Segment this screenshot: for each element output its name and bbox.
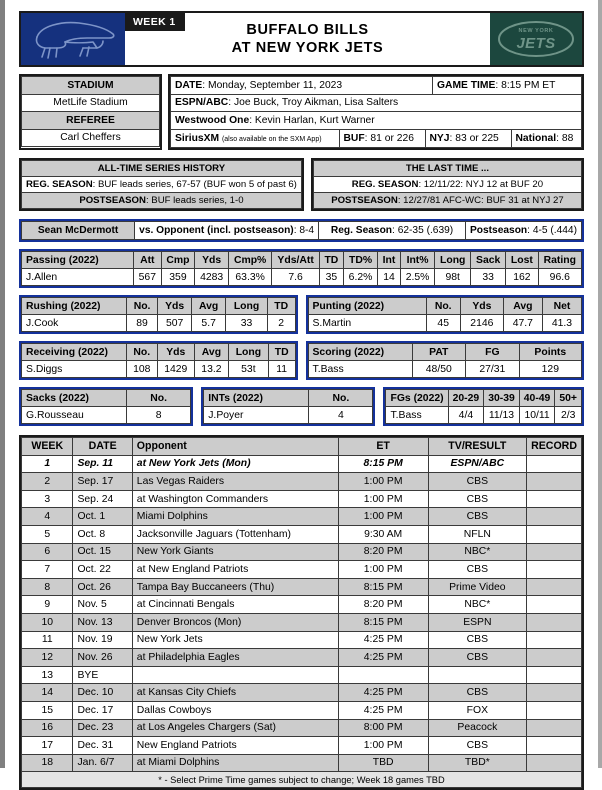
schedule-et: 1:00 PM <box>338 737 428 755</box>
passing-col-att: Att <box>134 252 162 269</box>
punting-col-net: Net <box>542 298 581 315</box>
sacks-player: G.Rousseau <box>22 407 127 424</box>
passing-val-yds: 4283 <box>195 269 229 286</box>
svg-text:JETS: JETS <box>516 35 556 52</box>
passing-col-ydsatt: Yds/Att <box>272 252 320 269</box>
fgs-col-20-29: 20-29 <box>448 390 484 407</box>
passing-col-long: Long <box>435 252 471 269</box>
scoring-val-points: 129 <box>519 361 581 378</box>
schedule-date: Oct. 1 <box>73 508 132 526</box>
schedule-et: 9:30 AM <box>338 525 428 543</box>
schedule-tv: CBS <box>428 684 526 702</box>
passing-val-tdpct: 6.2% <box>343 269 377 286</box>
passing-header-row <box>22 252 582 269</box>
series-history-title: ALL-TIME SERIES HISTORY <box>22 161 302 177</box>
schedule-date: Oct. 26 <box>73 578 132 596</box>
schedule-opponent: Jacksonville Jaguars (Tottenham) <box>132 525 338 543</box>
fgs-val-40-49: 10/11 <box>519 407 555 424</box>
schedule-week: 2 <box>22 473 73 491</box>
rushing-col-avg: Avg <box>192 298 226 315</box>
schedule-week: 17 <box>22 737 73 755</box>
rushing-col-no: No. <box>127 298 158 315</box>
schedule-tv: CBS <box>428 490 526 508</box>
schedule-et: 4:25 PM <box>338 701 428 719</box>
passing-val-long: 98t <box>435 269 471 286</box>
passing-col-sack: Sack <box>471 252 506 269</box>
game-date: DATE: Monday, September 11, 2023 <box>171 77 433 95</box>
rushing-punting-row <box>19 295 584 334</box>
receiving-col-long: Long <box>228 344 268 361</box>
receiving-val-yds: 1429 <box>157 361 194 378</box>
passing-val-rating: 96.6 <box>538 269 581 286</box>
referee-value: Carl Cheffers <box>22 129 160 147</box>
fgs-val-20-29: 4/4 <box>448 407 484 424</box>
schedule-row-week-7[interactable] <box>22 561 582 579</box>
schedule-row-week-18[interactable] <box>22 754 582 772</box>
all-time-series-block <box>19 158 304 211</box>
schedule-et: 8:00 PM <box>338 719 428 737</box>
last-time-postseason: POSTSEASON: 12/27/81 AFC-WC: BUF 31 at NYJ 27 <box>313 193 581 209</box>
schedule-tv: CBS <box>428 473 526 491</box>
schedule-week: 11 <box>22 631 73 649</box>
schedule-opponent: at New England Patriots <box>132 561 338 579</box>
rushing-col-td: TD <box>267 298 295 315</box>
schedule-record <box>527 649 582 667</box>
schedule-et: 1:00 PM <box>338 508 428 526</box>
schedule-footnote-row <box>22 772 582 788</box>
schedule-date: Dec. 23 <box>73 719 132 737</box>
schedule-col-date: DATE <box>73 438 132 456</box>
ints-stats-block <box>201 387 375 426</box>
schedule-week: 7 <box>22 561 73 579</box>
fgs-col-40-49: 40-49 <box>519 390 555 407</box>
schedule-tv: ESPN <box>428 613 526 631</box>
schedule-record <box>527 719 582 737</box>
ints-col-no: No. <box>309 390 373 407</box>
fgs-val-30-39: 11/13 <box>484 407 520 424</box>
schedule-record <box>527 490 582 508</box>
schedule-tv: ESPN/ABC <box>428 455 526 473</box>
scoring-val-pat: 48/50 <box>412 361 466 378</box>
matchup-title-panel <box>125 13 490 65</box>
schedule-et: 8:15 PM <box>338 455 428 473</box>
season-schedule-block <box>19 435 584 790</box>
schedule-week: 9 <box>22 596 73 614</box>
passing-val-sack: 33 <box>471 269 506 286</box>
schedule-week: 1 <box>22 455 73 473</box>
schedule-et: 4:25 PM <box>338 631 428 649</box>
series-history-regular: REG. SEASON: BUF leads series, 67-57 (BUF won 5 of past 6) <box>22 177 302 193</box>
schedule-tv: CBS <box>428 737 526 755</box>
header-banner <box>19 11 584 67</box>
schedule-col-opponent: Opponent <box>132 438 338 456</box>
receiving-col-no: No. <box>127 344 158 361</box>
stadium-referee-block <box>19 74 162 150</box>
punting-player: S.Martin <box>308 315 426 332</box>
schedule-tv: TBD* <box>428 754 526 772</box>
scoring-val-fg: 27/31 <box>466 361 520 378</box>
punting-col-avg: Avg <box>503 298 542 315</box>
schedule-record <box>527 684 582 702</box>
siriusxm-label: SiriusXM (also available on the SXM App) <box>171 130 339 148</box>
punting-val-yds: 2146 <box>460 315 503 332</box>
schedule-row-week-13[interactable] <box>22 666 582 684</box>
schedule-record <box>527 473 582 491</box>
schedule-row-week-4[interactable] <box>22 508 582 526</box>
schedule-week: 18 <box>22 754 73 772</box>
sacks-table <box>21 389 191 424</box>
fgs-table <box>385 389 582 424</box>
schedule-et: 8:20 PM <box>338 596 428 614</box>
game-preview-page <box>5 0 598 785</box>
home-team-logo-panel <box>490 13 582 65</box>
rushing-val-long: 33 <box>226 315 268 332</box>
schedule-record <box>527 666 582 684</box>
scoring-title: Scoring (2022) <box>308 344 412 361</box>
receiving-val-no: 108 <box>127 361 158 378</box>
receiving-scoring-row <box>19 341 584 380</box>
tv-broadcast: ESPN/ABC: Joe Buck, Troy Aikman, Lisa Salters <box>171 94 582 112</box>
punting-title: Punting (2022) <box>308 298 426 315</box>
schedule-opponent: Denver Broncos (Mon) <box>132 613 338 631</box>
schedule-week: 15 <box>22 701 73 719</box>
punting-val-net: 41.3 <box>542 315 581 332</box>
schedule-tv: CBS <box>428 631 526 649</box>
broadcast-block <box>168 74 584 150</box>
schedule-tv: CBS <box>428 649 526 667</box>
passing-col-tdpct: TD% <box>343 252 377 269</box>
schedule-row-week-2[interactable] <box>22 473 582 491</box>
receiving-val-avg: 13.2 <box>194 361 228 378</box>
passing-col-cmp: Cmp <box>161 252 195 269</box>
stadium-value: MetLife Stadium <box>22 94 160 112</box>
passing-val-cmppct: 63.3% <box>228 269 271 286</box>
schedule-record <box>527 561 582 579</box>
scoring-stats-block <box>306 341 585 380</box>
schedule-row-week-9[interactable] <box>22 596 582 614</box>
sacks-title: Sacks (2022) <box>22 390 127 407</box>
receiving-title: Receiving (2022) <box>22 344 127 361</box>
schedule-record <box>527 737 582 755</box>
schedule-table <box>21 437 582 788</box>
punting-stats-block <box>306 295 585 334</box>
rushing-stats-block <box>19 295 298 334</box>
head-coach-row <box>19 219 584 242</box>
page-edge-right <box>598 0 602 768</box>
fgs-col-30-39: 30-39 <box>484 390 520 407</box>
rushing-title: Rushing (2022) <box>22 298 127 315</box>
jets-oval-logo <box>495 18 577 60</box>
rushing-table <box>21 297 296 332</box>
passing-val-att: 567 <box>134 269 162 286</box>
schedule-opponent: Dallas Cowboys <box>132 701 338 719</box>
receiving-player: S.Diggs <box>22 361 127 378</box>
schedule-opponent: at Kansas City Chiefs <box>132 684 338 702</box>
punting-col-no: No. <box>426 298 460 315</box>
schedule-record <box>527 508 582 526</box>
schedule-opponent: at Philadelphia Eagles <box>132 649 338 667</box>
schedule-opponent: at Los Angeles Chargers (Sat) <box>132 719 338 737</box>
schedule-tv <box>428 666 526 684</box>
schedule-opponent: New England Patriots <box>132 737 338 755</box>
schedule-date: Dec. 17 <box>73 701 132 719</box>
punting-val-no: 45 <box>426 315 460 332</box>
sacks-val-no: 8 <box>127 407 191 424</box>
scoring-player: T.Bass <box>308 361 412 378</box>
schedule-et: 1:00 PM <box>338 490 428 508</box>
schedule-row-week-6[interactable] <box>22 543 582 561</box>
schedule-record <box>527 596 582 614</box>
receiving-stats-block <box>19 341 298 380</box>
schedule-tv: Peacock <box>428 719 526 737</box>
schedule-week: 10 <box>22 613 73 631</box>
schedule-date: Sep. 24 <box>73 490 132 508</box>
passing-player: J.Allen <box>22 269 134 286</box>
scoring-col-fg: FG <box>466 344 520 361</box>
stadium-label: STADIUM <box>22 77 160 95</box>
schedule-opponent: Las Vegas Raiders <box>132 473 338 491</box>
passing-col-int: Int <box>378 252 401 269</box>
scoring-col-points: Points <box>519 344 581 361</box>
schedule-record <box>527 525 582 543</box>
schedule-col-week: WEEK <box>22 438 73 456</box>
schedule-tv: CBS <box>428 508 526 526</box>
passing-col-cmppct: Cmp% <box>228 252 271 269</box>
schedule-week: 8 <box>22 578 73 596</box>
schedule-col-record: RECORD <box>527 438 582 456</box>
schedule-tv: CBS <box>428 561 526 579</box>
schedule-date: Nov. 26 <box>73 649 132 667</box>
last-time-regular: REG. SEASON: 12/11/22: NYJ 12 at BUF 20 <box>313 177 581 193</box>
bills-buffalo-logo <box>27 17 119 61</box>
schedule-week: 3 <box>22 490 73 508</box>
schedule-et: 1:00 PM <box>338 561 428 579</box>
schedule-date: Oct. 8 <box>73 525 132 543</box>
schedule-opponent: New York Giants <box>132 543 338 561</box>
schedule-record <box>527 455 582 473</box>
ints-title: INTs (2022) <box>204 390 309 407</box>
sacks-stats-block <box>19 387 193 426</box>
schedule-col-tv-result: TV/RESULT <box>428 438 526 456</box>
schedule-row-week-12[interactable] <box>22 649 582 667</box>
coach-regular-season: Reg. Season: 62-35 (.639) <box>319 222 466 240</box>
ints-table <box>203 389 373 424</box>
last-time-block <box>311 158 584 211</box>
schedule-et: 4:25 PM <box>338 684 428 702</box>
schedule-record <box>527 543 582 561</box>
last-time-title: THE LAST TIME ... <box>313 161 581 177</box>
satellite-radio-row <box>171 129 582 148</box>
schedule-row-week-16[interactable] <box>22 719 582 737</box>
schedule-record <box>527 631 582 649</box>
receiving-table <box>21 343 296 378</box>
schedule-opponent <box>132 666 338 684</box>
rushing-val-yds: 507 <box>158 315 192 332</box>
rushing-col-yds: Yds <box>158 298 192 315</box>
siriusxm-nyj: NYJ: 83 or 225 <box>425 130 511 148</box>
schedule-tv: NBC* <box>428 596 526 614</box>
schedule-row-week-8[interactable] <box>22 578 582 596</box>
schedule-week: 14 <box>22 684 73 702</box>
schedule-date: Dec. 31 <box>73 737 132 755</box>
passing-data-row <box>22 269 582 286</box>
svg-text:NEW YORK: NEW YORK <box>518 28 554 34</box>
fgs-title: FGs (2022) <box>386 390 448 407</box>
series-row <box>19 158 584 211</box>
schedule-et <box>338 666 428 684</box>
passing-table <box>21 251 582 286</box>
rushing-val-avg: 5.7 <box>192 315 226 332</box>
coach-postseason: Postseason: 4-5 (.444) <box>465 222 581 240</box>
rushing-player: J.Cook <box>22 315 127 332</box>
punting-table <box>308 297 583 332</box>
schedule-date: Oct. 15 <box>73 543 132 561</box>
schedule-row-week-17[interactable] <box>22 737 582 755</box>
passing-val-td: 35 <box>319 269 343 286</box>
passing-title: Passing (2022) <box>22 252 134 269</box>
schedule-opponent: New York Jets <box>132 631 338 649</box>
passing-val-ydsatt: 7.6 <box>272 269 320 286</box>
schedule-record <box>527 701 582 719</box>
schedule-week: 13 <box>22 666 73 684</box>
passing-col-rating: Rating <box>538 252 581 269</box>
schedule-et: TBD <box>338 754 428 772</box>
schedule-week: 4 <box>22 508 73 526</box>
schedule-date: Jan. 6/7 <box>73 754 132 772</box>
passing-val-int: 14 <box>378 269 401 286</box>
siriusxm-national: National: 88 <box>511 130 581 148</box>
schedule-row-week-3[interactable] <box>22 490 582 508</box>
schedule-row-week-10[interactable] <box>22 613 582 631</box>
schedule-col-et: ET <box>338 438 428 456</box>
sacks-ints-fgs-row <box>19 387 584 426</box>
game-time: GAME TIME: 8:15 PM ET <box>433 77 582 95</box>
passing-val-intpct: 2.5% <box>400 269 434 286</box>
schedule-row-week-1[interactable] <box>22 455 582 473</box>
away-team-logo-panel <box>21 13 125 65</box>
rushing-val-no: 89 <box>127 315 158 332</box>
schedule-date: Sep. 11 <box>73 455 132 473</box>
schedule-date: Dec. 10 <box>73 684 132 702</box>
schedule-row-week-15[interactable] <box>22 701 582 719</box>
schedule-et: 8:20 PM <box>338 543 428 561</box>
ints-player: J.Poyer <box>204 407 309 424</box>
receiving-col-avg: Avg <box>194 344 228 361</box>
schedule-week: 16 <box>22 719 73 737</box>
fgs-stats-block <box>383 387 584 426</box>
fgs-col-50plus: 50+ <box>555 390 582 407</box>
schedule-et: 8:15 PM <box>338 613 428 631</box>
receiving-col-yds: Yds <box>157 344 194 361</box>
schedule-date: BYE <box>73 666 132 684</box>
coach-name: Sean McDermott <box>22 222 135 240</box>
passing-col-yds: Yds <box>195 252 229 269</box>
rushing-col-long: Long <box>226 298 268 315</box>
siriusxm-buf: BUF: 81 or 226 <box>339 130 425 148</box>
schedule-opponent: Tampa Bay Buccaneers (Thu) <box>132 578 338 596</box>
schedule-tv: NBC* <box>428 543 526 561</box>
schedule-header-row <box>22 438 582 456</box>
schedule-date: Sep. 17 <box>73 473 132 491</box>
schedule-opponent: at New York Jets (Mon) <box>132 455 338 473</box>
schedule-week: 5 <box>22 525 73 543</box>
passing-stats-block <box>19 249 584 288</box>
referee-label: REFEREE <box>22 112 160 130</box>
scoring-col-pat: PAT <box>412 344 466 361</box>
schedule-row-week-14[interactable] <box>22 684 582 702</box>
ints-val-no: 4 <box>309 407 373 424</box>
away-team-title: BUFFALO BILLS <box>246 22 369 38</box>
fgs-val-50plus: 2/3 <box>555 407 582 424</box>
schedule-tv: FOX <box>428 701 526 719</box>
passing-col-intpct: Int% <box>400 252 434 269</box>
schedule-row-week-5[interactable] <box>22 525 582 543</box>
schedule-footnote: * - Select Prime Time games subject to change; Week 18 games TBD <box>22 772 582 788</box>
schedule-et: 8:15 PM <box>338 578 428 596</box>
schedule-opponent: at Cincinnati Bengals <box>132 596 338 614</box>
passing-val-lost: 162 <box>506 269 538 286</box>
receiving-val-td: 11 <box>268 361 295 378</box>
series-history-postseason: POSTSEASON: BUF leads series, 1-0 <box>22 193 302 209</box>
schedule-row-week-11[interactable] <box>22 631 582 649</box>
schedule-week: 6 <box>22 543 73 561</box>
passing-col-lost: Lost <box>506 252 538 269</box>
punting-col-yds: Yds <box>460 298 503 315</box>
schedule-tv: Prime Video <box>428 578 526 596</box>
schedule-week: 12 <box>22 649 73 667</box>
schedule-record <box>527 578 582 596</box>
schedule-et: 4:25 PM <box>338 649 428 667</box>
fgs-player: T.Bass <box>386 407 448 424</box>
schedule-opponent: Miami Dolphins <box>132 508 338 526</box>
schedule-et: 1:00 PM <box>338 473 428 491</box>
home-team-title: AT NEW YORK JETS <box>231 40 384 56</box>
coach-vs-opponent: vs. Opponent (incl. postseason): 8-4 <box>135 222 319 240</box>
passing-val-cmp: 359 <box>161 269 195 286</box>
schedule-date: Nov. 19 <box>73 631 132 649</box>
receiving-col-td: TD <box>268 344 295 361</box>
schedule-date: Oct. 22 <box>73 561 132 579</box>
punting-val-avg: 47.7 <box>503 315 542 332</box>
game-info-row <box>19 74 584 150</box>
week-badge: WEEK 1 <box>125 13 185 31</box>
schedule-date: Nov. 5 <box>73 596 132 614</box>
schedule-opponent: at Washington Commanders <box>132 490 338 508</box>
schedule-date: Nov. 13 <box>73 613 132 631</box>
receiving-val-long: 53t <box>228 361 268 378</box>
rushing-val-td: 2 <box>267 315 295 332</box>
schedule-tv: NFLN <box>428 525 526 543</box>
schedule-record <box>527 613 582 631</box>
schedule-opponent: at Miami Dolphins <box>132 754 338 772</box>
scoring-table <box>308 343 583 378</box>
radio-broadcast: Westwood One: Kevin Harlan, Kurt Warner <box>171 112 582 130</box>
sacks-col-no: No. <box>127 390 191 407</box>
passing-col-td: TD <box>319 252 343 269</box>
schedule-record <box>527 754 582 772</box>
